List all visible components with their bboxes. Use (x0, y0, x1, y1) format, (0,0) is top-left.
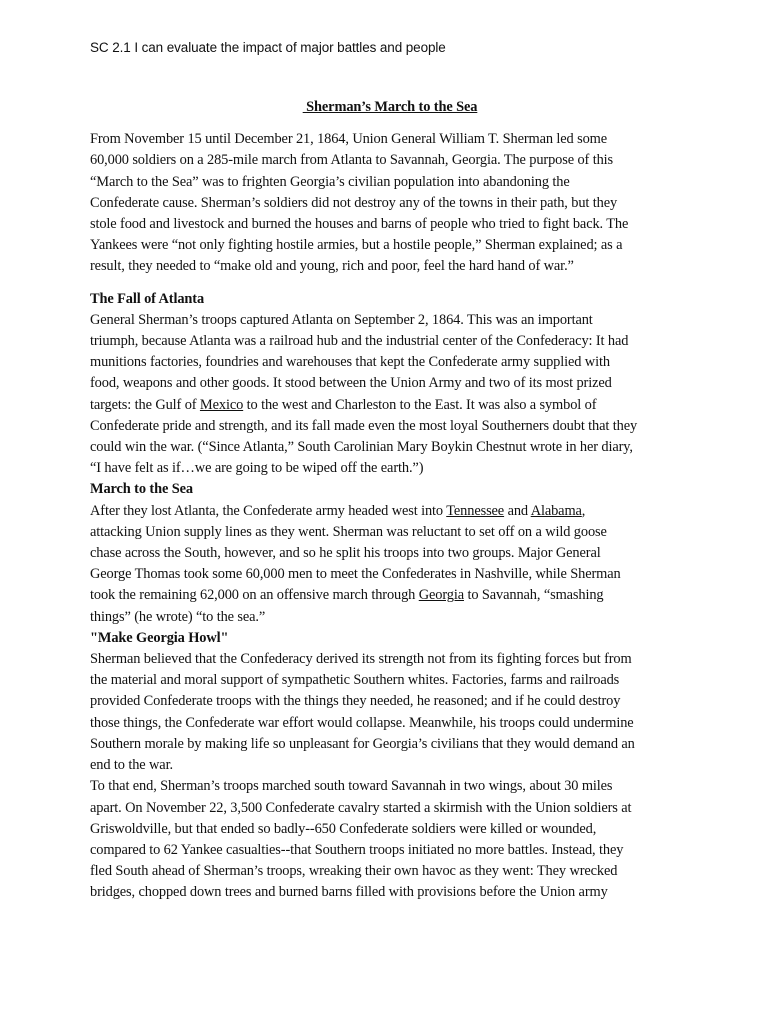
paragraph-line: “I have felt as if…we are going to be wiped off the earth.”) (90, 460, 424, 477)
paragraph-line: George Thomas took some 60,000 men to meet the Confederates in Nashville, while Sherman (90, 566, 621, 583)
header-learning-target: SC 2.1 I can evaluate the impact of major battles and people (90, 40, 446, 55)
section-heading-make-georgia-howl: "Make Georgia Howl" (90, 629, 229, 646)
text-fragment: After they lost Atlanta, the Confederate army headed west into (90, 502, 447, 519)
paragraph-line: end to the war. (90, 757, 173, 774)
paragraph-line: provided Confederate troops with the things they needed, he reasoned; and if he could destroy (90, 693, 621, 710)
paragraph-line: To that end, Sherman’s troops marched south toward Savannah in two wings, about 30 miles (90, 778, 613, 795)
march-to-the-sea-paragraph (90, 501, 690, 628)
fall-of-atlanta-paragraph (90, 310, 690, 480)
paragraph-line: triumph, because Atlanta was a railroad hub and the industrial center of the Confederacy: It had (90, 333, 629, 350)
paragraph-line: things” (he wrote) “to the sea.” (90, 608, 266, 625)
text-fragment: , (581, 502, 586, 519)
paragraph-line: bridges, chopped down trees and burned barns filled with provisions before the Union army (90, 884, 608, 901)
mexico-link[interactable]: Mexico (199, 396, 244, 413)
georgia-link[interactable]: Georgia (418, 587, 464, 604)
document-body (90, 97, 690, 904)
intro-line: “March to the Sea” was to frighten Georgia’s civilian population into abandoning the (90, 173, 570, 190)
intro-line: result, they needed to “make old and young, rich and poor, feel the hard hand of war.” (90, 258, 574, 275)
paragraph-line: could win the war. (“Since Atlanta,” South Carolinian Mary Boykin Chestnut wrote in her diary, (90, 439, 633, 456)
section-heading-march-to-the-sea: March to the Sea (90, 481, 193, 498)
paragraph-line: compared to 62 Yankee casualties--that Southern troops initiated no more battles. Instead, they (90, 841, 624, 858)
intro-line: Confederate cause. Sherman’s soldiers did not destroy any of the towns in their path, but they (90, 194, 618, 211)
paragraph-line: Confederate pride and strength, and its fall made even the most loyal Southerners doubt that they (90, 417, 638, 434)
tennessee-link[interactable]: Tennessee (446, 502, 505, 519)
paragraph-line (90, 501, 690, 522)
paragraph-line: fled South ahead of Sherman’s troops, wreaking their own havoc as they went: They wrecked (90, 863, 618, 880)
paragraph-line: chase across the South, however, and so he split his troops into two groups. Major General (90, 545, 601, 562)
page-title: Sherman’s March to the Sea (302, 99, 478, 115)
paragraph-line (90, 395, 690, 416)
section-heading-fall-of-atlanta: The Fall of Atlanta (90, 290, 205, 307)
savannah-march-paragraph (90, 776, 690, 903)
alabama-link[interactable]: Alabama (530, 502, 582, 519)
intro-paragraph (90, 129, 690, 277)
make-georgia-howl-paragraph (90, 649, 690, 776)
text-fragment: to the west and Charleston to the East. It was also a symbol of (243, 396, 597, 413)
paragraph-line (90, 585, 690, 606)
paragraph-line: food, weapons and other goods. It stood between the Union Army and two of its most prized (90, 375, 612, 392)
paragraph-line: Sherman believed that the Confederacy derived its strength not from its fighting forces but from (90, 651, 632, 668)
intro-line: From November 15 until December 21, 1864, Union General William T. Sherman led some (90, 131, 608, 148)
paragraph-line: Griswoldville, but that ended so badly--650 Confederate soldiers were killed or wounded, (90, 820, 597, 837)
paragraph-line: Southern morale by making life so unpleasant for Georgia’s civilians that they would demand an (90, 735, 635, 752)
paragraph-line: those things, the Confederate war effort would collapse. Meanwhile, his troops could undermine (90, 714, 634, 731)
text-fragment: and (504, 502, 531, 519)
text-fragment: took the remaining 62,000 on an offensive march through (90, 587, 419, 604)
text-fragment: to Savannah, “smashing (463, 587, 604, 604)
paragraph-line: attacking Union supply lines as they went. Sherman was reluctant to set off on a wild goose (90, 523, 607, 540)
intro-line: 60,000 soldiers on a 285-mile march from Atlanta to Savannah, Georgia. The purpose of this (90, 152, 614, 169)
intro-line: stole food and livestock and burned the houses and barns of people who tried to fight back. The (90, 216, 629, 233)
paragraph-line: apart. On November 22, 3,500 Confederate cavalry started a skirmish with the Union soldiers at (90, 799, 632, 816)
intro-line: Yankees were “not only fighting hostile armies, but a hostile people,” Sherman explained; as a (90, 237, 623, 254)
paragraph-line: the material and moral support of sympathetic Southern whites. Factories, farms and railroads (90, 672, 620, 689)
paragraph-line: General Sherman’s troops captured Atlanta on September 2, 1864. This was an important (90, 311, 593, 328)
text-fragment: targets: the Gulf of (90, 396, 200, 413)
paragraph-line: munitions factories, foundries and warehouses that kept the Confederate army supplied with (90, 354, 610, 371)
